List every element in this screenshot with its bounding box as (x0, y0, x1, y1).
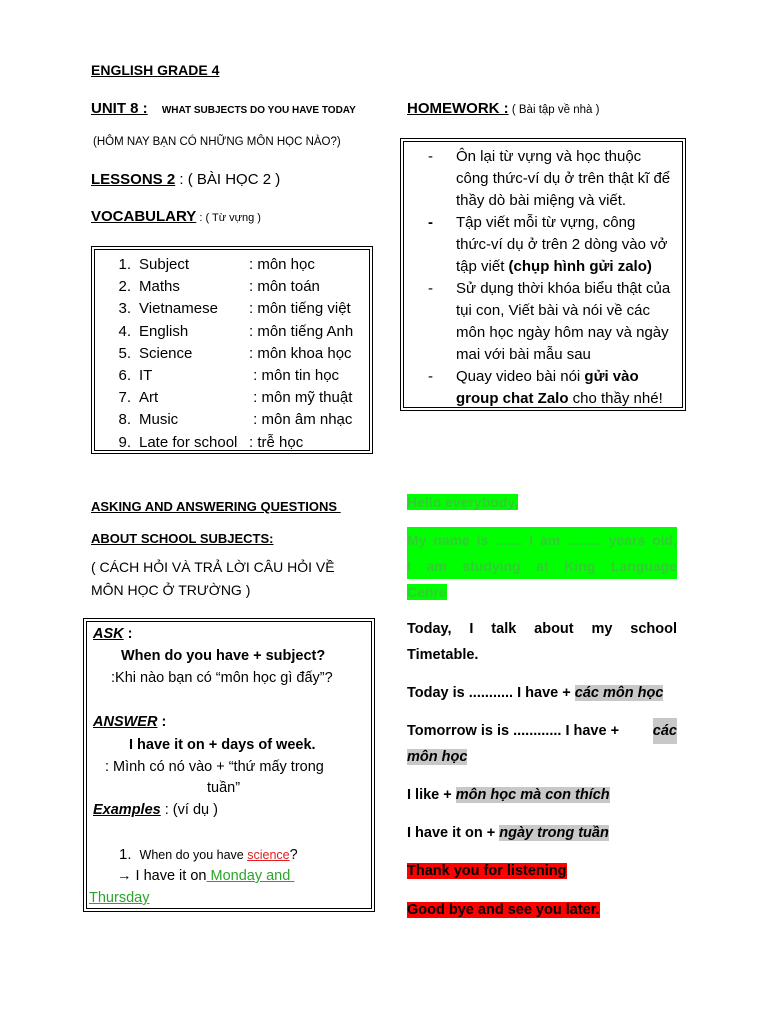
homework-heading (407, 100, 599, 117)
ask-question: When do you have + subject? (121, 648, 326, 664)
homework-item-text: Tập viết mỗi từ vựng, công thức-ví dụ ở trên 2 dòng vào vở tập viết (456, 214, 668, 275)
example-answer-days-2: Thursday (89, 890, 150, 906)
vocabulary-item-english: Science (139, 344, 193, 362)
vocabulary-item-english: Art (139, 389, 159, 407)
vocabulary-item-vietnamese: : môn tin học (249, 366, 340, 384)
asking-vi-line-1: ( CÁCH HỎI VÀ TRẢ LỜI CÂU HỎI VỀ (91, 559, 335, 575)
bye-text: Good bye and see you later. (407, 902, 600, 918)
homework-item-text: gửi vào group chat Zalo (456, 368, 639, 407)
homework-item-text: cho thầy nhé! (568, 390, 663, 407)
homework-item-text: (chụp hình gửi zalo) (508, 258, 652, 275)
homework-item-dash: - (428, 148, 433, 165)
sample-today-is (407, 680, 677, 706)
sample-name-block (407, 527, 677, 605)
thanks-text: Thank you for listening (407, 863, 567, 879)
answer-formula: I have it on + days of week. (129, 737, 316, 753)
sample-like (407, 782, 677, 808)
ask-vietnamese: :Khi nào bạn có “môn học gì đấy”? (111, 670, 333, 686)
example-answer-days: Monday and (206, 868, 295, 884)
name-line-1: My name is ....... I am ......... years old, (407, 527, 677, 553)
examples-rest: : (ví dụ ) (160, 802, 218, 818)
name-line-3: Cenre (407, 584, 447, 600)
vocabulary-item-english: Vietnamese (139, 300, 218, 318)
vocabulary-item-english: IT (139, 366, 153, 384)
vocabulary-item-english: Late for school (139, 433, 238, 451)
like-highlight: môn học mà con thích (455, 787, 610, 803)
vocabulary-box (91, 246, 373, 454)
vocabulary-item-number: 4. (118, 322, 131, 340)
vocabulary-item-number: 7. (118, 389, 131, 407)
vocabulary-item-number: 2. (118, 278, 131, 296)
sample-hello (407, 489, 677, 515)
vocabulary-item (113, 254, 363, 276)
example-number: 1. (119, 846, 132, 863)
homework-list (424, 146, 674, 410)
vocabulary-item (113, 409, 363, 431)
vocabulary-item-number: 9. (118, 433, 131, 451)
homework-item-text: Quay video bài nói (456, 368, 585, 385)
vocabulary-item-vietnamese: : môn tiếng việt (249, 300, 351, 318)
homework-box (400, 138, 686, 411)
lessons-heading (91, 171, 280, 188)
answer-colon: : (157, 714, 167, 730)
homework-item (424, 278, 674, 366)
vocabulary-heading (91, 208, 261, 225)
asking-line-2: ABOUT SCHOOL SUBJECTS: (91, 531, 274, 546)
vocabulary-item-vietnamese: : môn tiếng Anh (249, 322, 354, 340)
vocabulary-item-number: 6. (118, 366, 131, 384)
homework-item-dash: - (428, 368, 433, 385)
today-line-1: Today, I talk about my school (407, 621, 677, 637)
have-it-highlight: ngày trong tuần (499, 825, 609, 841)
example-question-word: science (247, 848, 290, 862)
unit-label: UNIT 8 (91, 100, 139, 117)
name-line-2: I am studying at King Language (407, 553, 677, 579)
vocabulary-item-vietnamese: : trễ học (249, 433, 304, 451)
tomorrow-highlight-1: các (653, 718, 677, 744)
answer-line (93, 714, 166, 730)
homework-item-text: Sử dụng thời khóa biểu thật của tụi con, Viết bài và nói về các môn học ngày hôm nay và ngày mai với bài mẫu sau (456, 280, 671, 363)
sample-have-it (407, 820, 677, 846)
vocabulary-item-vietnamese: : môn âm nhạc (249, 411, 353, 429)
homework-label: HOMEWORK : (407, 100, 509, 117)
today-line-2: Timetable. (407, 647, 479, 663)
lessons-rest: : ( BÀI HỌC 2 ) (175, 171, 281, 188)
vocabulary-item-number: 8. (118, 411, 131, 429)
vocabulary-item-vietnamese: : môn khoa học (249, 344, 352, 362)
vocabulary-item (113, 298, 363, 320)
like-pre: I like + (407, 787, 456, 803)
example-answer (117, 868, 294, 884)
sample-today-block (407, 616, 677, 668)
answer-vi-line-1: : Mình có nó vào + “thứ mấy trong (105, 759, 324, 775)
homework-rest: ( Bài tập về nhà ) (508, 104, 600, 116)
ask-label: ASK (93, 626, 124, 642)
vocabulary-item-english: Maths (139, 278, 180, 296)
example-question-pre: When do you have (139, 848, 248, 862)
have-it-pre: I have it on + (407, 825, 500, 841)
vocabulary-item-english: English (139, 322, 189, 340)
ask-line (93, 626, 132, 642)
homework-item (424, 212, 674, 278)
document-title: ENGLISH GRADE 4 (91, 62, 220, 78)
homework-item-dash: - (428, 280, 433, 297)
vocabulary-rest: : ( Từ vựng ) (196, 212, 261, 224)
vocabulary-item-number: 3. (118, 300, 131, 318)
vocabulary-item (113, 387, 363, 409)
answer-label: ANSWER (93, 714, 158, 730)
asking-vi-line-2: MÔN HỌC Ở TRƯỜNG ) (91, 582, 251, 598)
vocabulary-list (113, 254, 363, 454)
vocabulary-label: VOCABULARY (91, 208, 197, 225)
example-answer-pre: → I have it on (117, 868, 207, 884)
unit-topic: WHAT SUBJECTS DO YOU HAVE TODAY (161, 105, 356, 116)
vocabulary-item-english: Music (139, 411, 179, 429)
ask-colon: : (123, 626, 133, 642)
hello-text: Hello everybody, (407, 494, 519, 510)
asking-heading (91, 494, 341, 551)
sample-bye (407, 897, 677, 923)
vocabulary-item (113, 321, 363, 343)
homework-item-text: Ôn lại từ vựng và học thuộc công thức-ví dụ ở trên thật kĩ để thầy dò bài miệng và viết. (456, 148, 671, 209)
examples-label: Examples (93, 802, 161, 818)
lessons-label: LESSONS 2 (91, 171, 176, 188)
homework-item (424, 366, 674, 410)
sample-thanks (407, 858, 677, 884)
unit-colon: : (138, 100, 148, 117)
tomorrow-pre: Tomorrow is is ............ I have + (407, 723, 624, 739)
sample-tomorrow (407, 718, 677, 770)
examples-line (93, 802, 218, 818)
vocabulary-item (113, 343, 363, 365)
vocabulary-item (113, 432, 363, 454)
vocabulary-item-vietnamese: : môn toán (249, 278, 320, 296)
answer-vi-line-2: tuần” (207, 780, 241, 796)
homework-item (424, 146, 674, 212)
vocabulary-item-english: Subject (139, 256, 190, 273)
asking-line-1: ASKING AND ANSWERING QUESTIONS (91, 499, 341, 514)
vocabulary-item-vietnamese: : môn mỹ thuật (249, 389, 353, 407)
example-question (119, 846, 298, 863)
unit-topic-vietnamese: (HÔM NAY BẠN CÓ NHỮNG MÔN HỌC NÀO?) (93, 136, 341, 148)
example-question-post: ? (289, 847, 298, 863)
homework-item-dash: - (428, 214, 433, 231)
ask-answer-box (83, 618, 375, 912)
asking-vietnamese (91, 556, 335, 602)
vocabulary-item (113, 365, 363, 387)
vocabulary-item (113, 276, 363, 298)
today-is-highlight: các môn học (574, 685, 664, 701)
vocabulary-item-number: 1. (118, 256, 131, 273)
vocabulary-item-vietnamese: : môn học (249, 256, 315, 273)
unit-heading (91, 100, 356, 117)
vocabulary-item-number: 5. (118, 344, 131, 362)
today-is-pre: Today is ........... I have + (407, 685, 575, 701)
tomorrow-highlight-2: môn học (407, 749, 468, 765)
